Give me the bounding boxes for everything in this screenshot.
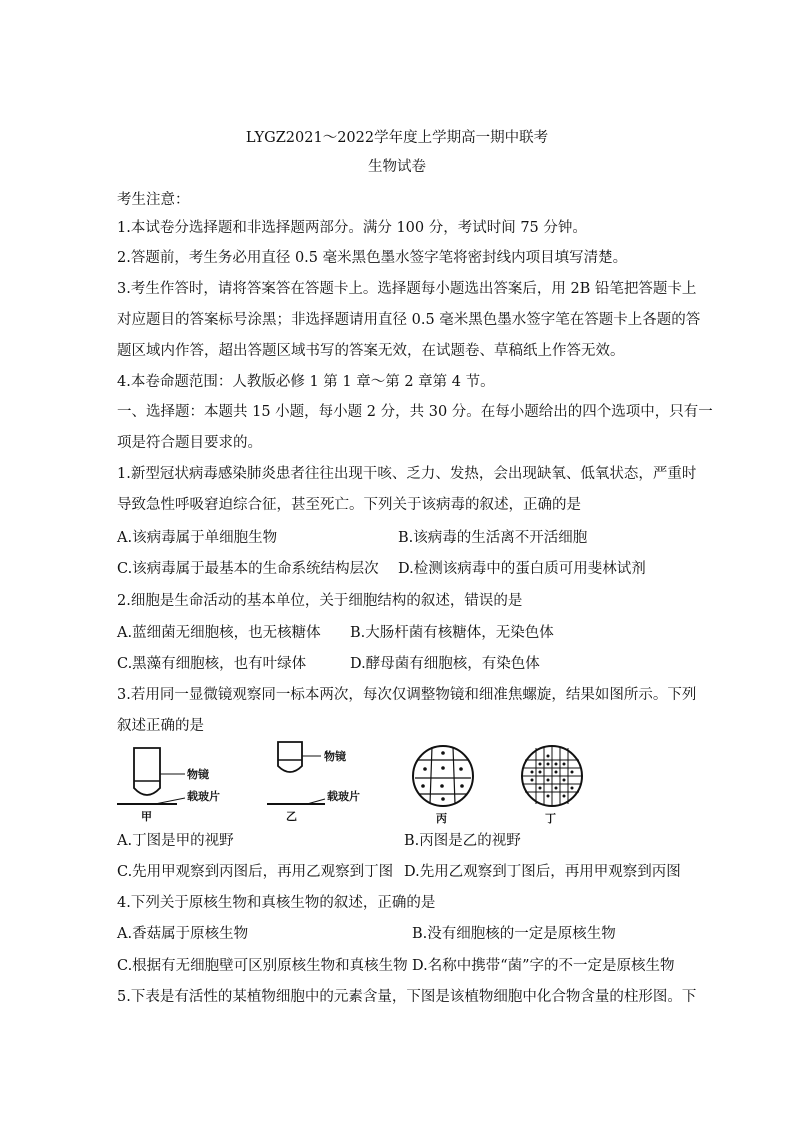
- notice-item: 4.本卷命题范围：人教版必修 1 第 1 章～第 2 章第 4 节。: [117, 374, 495, 390]
- question-2-stem: 2.细胞是生命活动的基本单位，关于细胞结构的叙述，错误的是: [117, 593, 523, 609]
- notice-item: 2.答题前，考生务必用直径 0.5 毫米黑色墨水签字笔将密封线内项目填写清楚。: [117, 250, 628, 266]
- figure-label-ding: 丁: [545, 812, 556, 825]
- exam-subtitle: 生物试卷: [368, 159, 426, 175]
- q4-option-d: D.名称中携带“菌”字的不一定是原核生物: [412, 958, 675, 974]
- objective-jia: [117, 748, 220, 823]
- view-bing: [413, 746, 473, 825]
- notice-item: 3.考生作答时，请将答案答在答题卡上。选择题每小题选出答案后，用 2B 铅笔把答题卡上: [117, 281, 697, 297]
- view-ding: [522, 746, 582, 825]
- slide-label: 载玻片: [327, 790, 360, 803]
- notice-item: 题区域内作答，超出答题区域书写的答案无效，在试题卷、草稿纸上作答无效。: [117, 343, 625, 359]
- q2-option-d: D.酵母菌有细胞核，有染色体: [350, 656, 540, 672]
- q1-option-c: C.该病毒属于最基本的生命系统结构层次: [117, 561, 379, 577]
- objective-yi: [267, 742, 360, 823]
- q2-option-a: A.蓝细菌无细胞核，也无核糖体: [117, 625, 321, 641]
- question-3-stem-cont: 叙述正确的是: [117, 718, 204, 734]
- figure-label-bing: 丙: [436, 812, 447, 825]
- q3-option-b: B.丙图是乙的视野: [404, 833, 521, 849]
- q1-option-b: B.该病毒的生活离不开活细胞: [398, 530, 588, 546]
- question-1-stem-cont: 导致急性呼吸窘迫综合征，甚至死亡。下列关于该病毒的叙述，正确的是: [117, 497, 581, 513]
- exam-title: LYGZ2021～2022学年度上学期高一期中联考: [245, 130, 549, 146]
- question-3-stem: 3.若用同一显微镜观察同一标本两次，每次仅调整物镜和细准焦螺旋，结果如图所示。下列: [117, 687, 697, 703]
- q4-option-b: B.没有细胞核的一定是原核生物: [412, 926, 616, 942]
- q3-option-a: A.丁图是甲的视野: [117, 833, 234, 849]
- notice-item: 1.本试卷分选择题和非选择题两部分。满分 100 分，考试时间 75 分钟。: [117, 220, 587, 236]
- q1-option-a: A.该病毒属于单细胞生物: [117, 530, 278, 546]
- q3-option-c: C.先用甲观察到丙图后，再用乙观察到丁图: [117, 864, 394, 880]
- q2-option-c: C.黑藻有细胞核，也有叶绿体: [117, 656, 307, 672]
- figure-label-yi: 乙: [286, 810, 297, 823]
- notice-item: 对应题目的答案标号涂黑；非选择题请用直径 0.5 毫米黑色墨水签字笔在答题卡上各题的答: [117, 312, 701, 328]
- question-1-stem: 1.新型冠状病毒感染肺炎患者往往出现干咳、乏力、发热，会出现缺氧、低氧状态，严重时: [117, 466, 697, 482]
- q2-option-b: B.大肠杆菌有核糖体，无染色体: [350, 625, 554, 641]
- objective-label: 物镜: [324, 750, 346, 763]
- notice-heading: 考生注意：: [117, 192, 190, 208]
- figure-label-jia: 甲: [141, 810, 152, 823]
- question-4-stem: 4.下列关于原核生物和真核生物的叙述，正确的是: [117, 895, 436, 911]
- q1-option-d: D.检测该病毒中的蛋白质可用斐林试剂: [398, 561, 646, 577]
- slide-label: 载玻片: [187, 790, 220, 803]
- objective-label: 物镜: [187, 768, 209, 781]
- microscope-figure: [117, 738, 697, 828]
- q3-option-d: D.先用乙观察到丁图后，再用甲观察到丙图: [404, 864, 681, 880]
- question-5-stem: 5.下表是有活性的某植物细胞中的元素含量，下图是该植物细胞中化合物含量的柱形图。下: [117, 989, 697, 1005]
- section-heading: 一、选择题：本题共 15 小题，每小题 2 分，共 30 分。在每小题给出的四个选项中，只有一: [117, 404, 713, 420]
- q4-option-c: C.根据有无细胞壁可区别原核生物和真核生物: [117, 958, 408, 974]
- q4-option-a: A.香菇属于原核生物: [117, 926, 249, 942]
- section-heading-cont: 项是符合题目要求的。: [117, 435, 262, 451]
